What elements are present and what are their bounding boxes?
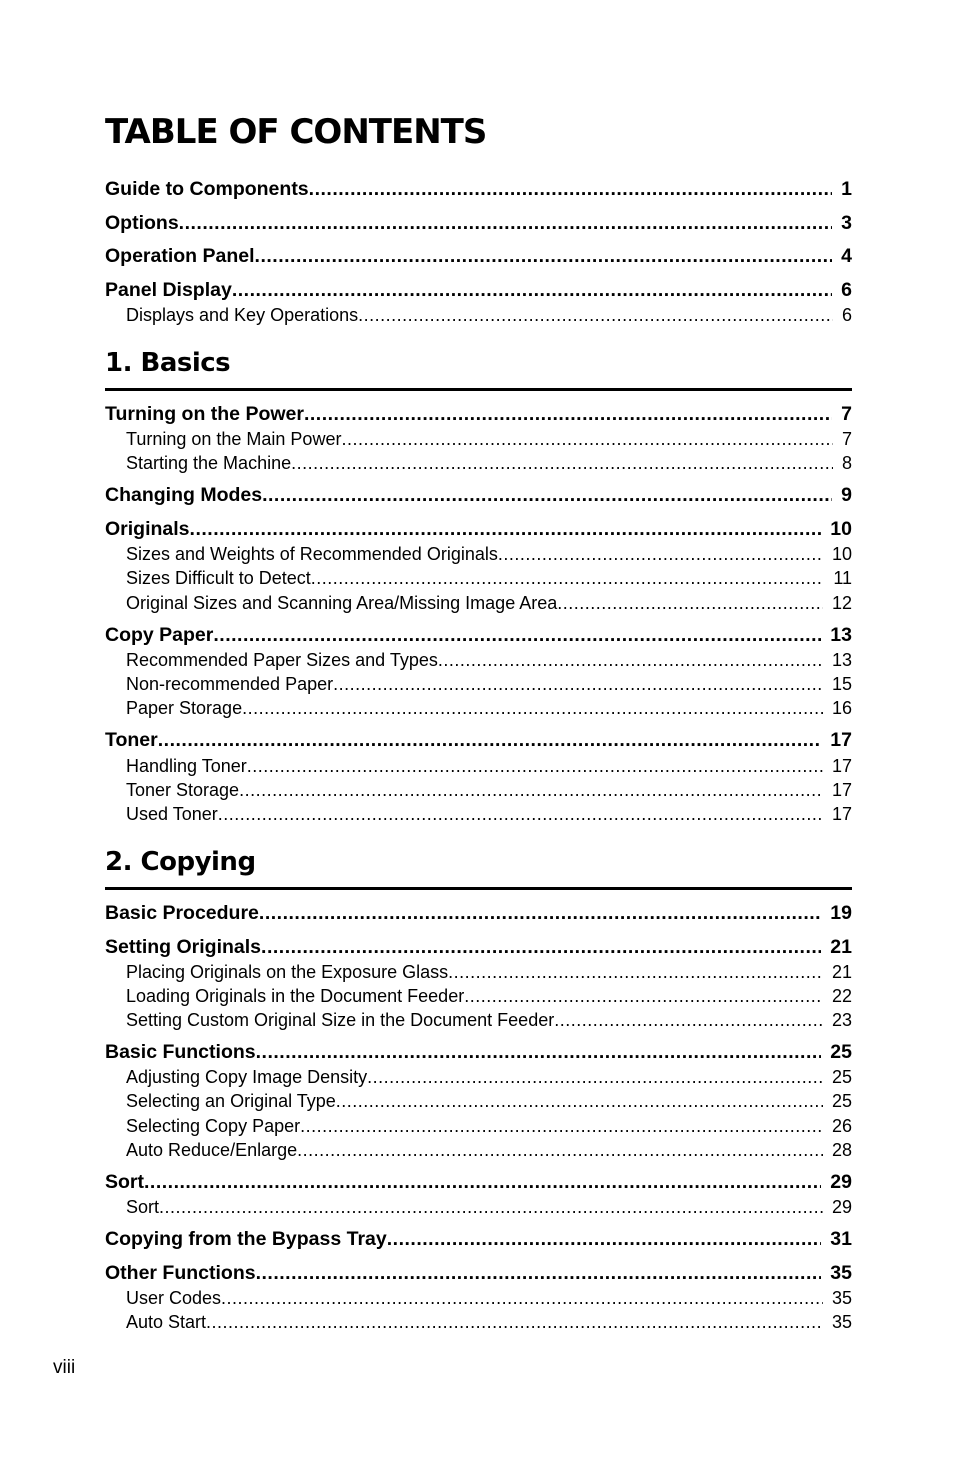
toc-subentry[interactable] (105, 986, 852, 1007)
toc-entry-label: Originals (105, 518, 190, 540)
dot-leader (554, 1010, 823, 1031)
toc-entry-label: Sizes Difficult to Detect (126, 568, 311, 588)
toc-entry-label: Selecting an Original Type (126, 1091, 336, 1111)
toc-entry-page: 7 (841, 429, 852, 449)
toc-entry[interactable] (105, 518, 852, 541)
toc-entry[interactable] (105, 212, 852, 235)
toc-entry-page: 17 (830, 729, 852, 751)
toc-entry[interactable] (105, 484, 852, 507)
toc-subentry[interactable] (105, 1312, 852, 1333)
toc-entry-label: Loading Originals in the Document Feeder (126, 986, 465, 1006)
toc-subentry[interactable] (105, 544, 852, 565)
toc-entry-label: Sizes and Weights of Recommended Originals (126, 544, 498, 564)
dot-leader (159, 1197, 823, 1218)
toc-entry[interactable] (105, 279, 852, 302)
dot-leader (448, 962, 823, 983)
toc-entry-label: Basic Functions (105, 1041, 256, 1063)
toc-entry-page: 12 (831, 593, 852, 613)
dot-leader (255, 245, 833, 268)
dot-leader (221, 1288, 823, 1309)
toc-subentry[interactable] (105, 962, 852, 983)
dot-leader (341, 429, 833, 450)
toc-subentry[interactable] (105, 1288, 852, 1309)
dot-leader (190, 518, 822, 541)
dot-leader (291, 453, 833, 474)
toc-entry-label: Displays and Key Operations (126, 305, 359, 325)
dot-leader (261, 936, 821, 959)
toc-entry-page: 19 (830, 902, 852, 924)
toc-entry-label: Sort (126, 1197, 160, 1217)
toc-entry[interactable] (105, 936, 852, 959)
toc-entry-page: 10 (831, 544, 852, 564)
dot-leader (242, 698, 823, 719)
toc-entry-label: Panel Display (105, 279, 232, 301)
toc-entry-label: Copying from the Bypass Tray (105, 1228, 387, 1250)
toc-entry-page: 11 (833, 568, 852, 588)
toc-subentry[interactable] (105, 756, 852, 777)
dot-leader (213, 624, 821, 647)
dot-leader (297, 1140, 823, 1161)
toc-entry-label: User Codes (126, 1288, 222, 1308)
toc-entry-label: Operation Panel (105, 245, 255, 267)
dot-leader (387, 1228, 822, 1251)
toc-entry[interactable] (105, 624, 852, 647)
toc-entry-label: Auto Start (126, 1312, 207, 1332)
toc-entry-page: 25 (831, 1067, 852, 1087)
toc-subentry[interactable] (105, 780, 852, 801)
toc-entry-page: 13 (831, 650, 852, 670)
toc-subentry[interactable] (105, 568, 852, 589)
toc-entry-page: 31 (830, 1228, 852, 1250)
toc-entry-label: Starting the Machine (126, 453, 292, 473)
toc-entry-label: Used Toner (126, 804, 218, 824)
toc-entry-page: 13 (830, 624, 852, 646)
dot-leader (232, 279, 832, 302)
page-number: viii (53, 1357, 76, 1378)
toc-entry-page: 10 (830, 518, 852, 540)
toc-subentry[interactable] (105, 593, 852, 614)
toc-entry-label: Selecting Copy Paper (126, 1116, 301, 1136)
toc-entry-page: 17 (831, 804, 852, 824)
toc-entry-page: 1 (841, 178, 852, 200)
dot-leader (256, 1041, 822, 1064)
toc-entry-label: Turning on the Power (105, 403, 304, 425)
toc-entry-label: Guide to Components (105, 178, 309, 200)
chapter-rule (105, 887, 852, 890)
dot-leader (498, 544, 823, 565)
toc-entry-page: 17 (831, 756, 852, 776)
toc-entry[interactable] (105, 1228, 852, 1251)
toc-entry-label: Handling Toner (126, 756, 247, 776)
toc-entry-label: Non-recommended Paper (126, 674, 334, 694)
toc-entry-label: Basic Procedure (105, 902, 259, 924)
toc-entry-label: Toner (105, 729, 158, 751)
dot-leader (333, 674, 823, 695)
toc-entry-label: Options (105, 212, 179, 234)
toc-subentry[interactable] (105, 453, 852, 474)
dot-leader (438, 650, 823, 671)
toc-entry-page: 15 (831, 674, 852, 694)
toc-entry-page: 8 (841, 453, 852, 473)
toc-entry-label: Setting Custom Original Size in the Document Feeder (126, 1010, 555, 1030)
dot-leader (259, 902, 821, 925)
toc-entry-page: 6 (841, 279, 852, 301)
dot-leader (158, 729, 822, 752)
dot-leader (206, 1312, 823, 1333)
toc-entry-page: 22 (831, 986, 852, 1006)
dot-leader (309, 178, 832, 201)
toc-entry-page: 35 (831, 1288, 852, 1308)
toc-subentry[interactable] (105, 674, 852, 695)
toc-subentry[interactable] (105, 698, 852, 719)
toc-subentry[interactable] (105, 804, 852, 825)
toc-subentry[interactable] (105, 1091, 852, 1112)
toc-entry-label: Toner Storage (126, 780, 240, 800)
dot-leader (358, 305, 833, 326)
toc-subentry[interactable] (105, 1140, 852, 1161)
toc-entry-page: 4 (841, 245, 852, 267)
toc-entry-label: Changing Modes (105, 484, 263, 506)
toc-entry-label: Other Functions (105, 1262, 256, 1284)
toc-subentry[interactable] (105, 1197, 852, 1218)
toc-entry-page: 28 (831, 1140, 852, 1160)
toc-entry[interactable] (105, 1262, 852, 1285)
chapter-heading: 2. Copying (105, 847, 256, 877)
toc-entry[interactable] (105, 178, 852, 201)
toc-entry-page: 35 (830, 1262, 852, 1284)
toc-entry-page: 29 (831, 1197, 852, 1217)
dot-leader (336, 1091, 823, 1112)
toc-entry-page: 7 (841, 403, 852, 425)
toc-entry-label: Original Sizes and Scanning Area/Missing Image Area (126, 593, 558, 613)
toc-entry-label: Copy Paper (105, 624, 214, 646)
toc-subentry[interactable] (105, 1067, 852, 1088)
toc-subentry[interactable] (105, 305, 852, 326)
toc-entry[interactable] (105, 1041, 852, 1064)
chapter-heading: 1. Basics (105, 348, 231, 378)
toc-entry[interactable] (105, 403, 852, 426)
toc-entry[interactable] (105, 245, 852, 268)
toc-entry[interactable] (105, 902, 852, 925)
toc-entry-label: Auto Reduce/Enlarge (126, 1140, 298, 1160)
dot-leader (239, 780, 823, 801)
dot-leader (557, 593, 823, 614)
dot-leader (262, 484, 832, 507)
chapter-rule (105, 388, 852, 391)
dot-leader (144, 1171, 821, 1194)
dot-leader (304, 403, 832, 426)
toc-entry-label: Setting Originals (105, 936, 262, 958)
dot-leader (464, 986, 823, 1007)
dot-leader (256, 1262, 822, 1285)
toc-entry-page: 21 (830, 936, 852, 958)
toc-entry-page: 25 (830, 1041, 852, 1063)
toc-entry-page: 35 (831, 1312, 852, 1332)
toc-subentry[interactable] (105, 650, 852, 671)
dot-leader (300, 1116, 823, 1137)
toc-entry-label: Sort (105, 1171, 144, 1193)
toc-entry-page: 6 (841, 305, 852, 325)
toc-entry-page: 17 (831, 780, 852, 800)
toc-entry-page: 26 (831, 1116, 852, 1136)
toc-entry-label: Recommended Paper Sizes and Types (126, 650, 438, 670)
toc-entry-label: Paper Storage (126, 698, 243, 718)
toc-entry[interactable] (105, 729, 852, 752)
dot-leader (311, 568, 825, 589)
toc-entry-label: Placing Originals on the Exposure Glass (126, 962, 449, 982)
toc-entry-page: 23 (831, 1010, 852, 1030)
dot-leader (218, 804, 823, 825)
dot-leader (367, 1067, 823, 1088)
toc-entry-label: Adjusting Copy Image Density (126, 1067, 368, 1087)
toc-entry-page: 3 (841, 212, 852, 234)
toc-entry[interactable] (105, 1171, 852, 1194)
toc-subentry[interactable] (105, 1010, 852, 1031)
dot-leader (247, 756, 823, 777)
toc-subentry[interactable] (105, 1116, 852, 1137)
toc-entry-page: 29 (830, 1171, 852, 1193)
toc-entry-page: 21 (831, 962, 852, 982)
toc-entry-label: Turning on the Main Power (126, 429, 342, 449)
page-title: TABLE OF CONTENTS (105, 112, 487, 152)
dot-leader (179, 212, 832, 235)
toc-subentry[interactable] (105, 429, 852, 450)
toc-entry-page: 9 (841, 484, 852, 506)
toc-entry-page: 25 (831, 1091, 852, 1111)
toc-entry-page: 16 (831, 698, 852, 718)
